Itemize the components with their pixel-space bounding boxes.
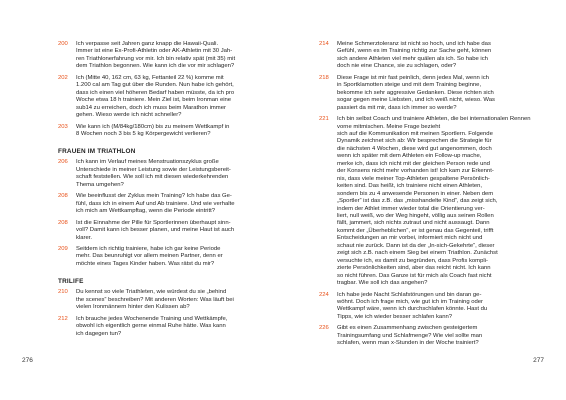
page-reference: 210 xyxy=(58,289,68,296)
page-reference: 208 xyxy=(58,193,68,200)
page-reference: 221 xyxy=(319,116,329,123)
page-reference: 214 xyxy=(319,41,329,47)
list-item xyxy=(58,220,273,242)
question-text: Seitdem ich richtig trainiere, habe ich gar keine Periode mehr. Das beunruhigt vor allem meinen Partner, denn er möchte eines Tages Kinder haben. Was rätst du mir? xyxy=(76,245,223,267)
question-text: Diese Frage ist mir fast peinlich, denn jedes Mal, wenn ich in Sportklamotten steige und mit dem Training beginne, bekomme ich sehr aggressive Gedanken. Diese richten sich sogar gegen meine Liebsten, und ich weiß nicht, wieso. Was passiert da mit mir, dass ich immer so werde? xyxy=(337,74,495,111)
list-item xyxy=(319,75,533,112)
page-number: 276 xyxy=(22,357,33,364)
list-item xyxy=(319,292,533,322)
left-column xyxy=(58,41,273,338)
page-reference: 218 xyxy=(319,74,329,81)
page-reference: 206 xyxy=(58,159,68,166)
list-item xyxy=(319,41,533,71)
right-page xyxy=(283,0,566,400)
list-item xyxy=(58,246,273,268)
list-item xyxy=(58,193,273,215)
question-text: Du kennst so viele Triathleten, wie würdest du sie „behind the scenes“ beschreiben? Mit anderen Worten: Was läuft bei vielen Ironmännern hinter den Kulissen ab? xyxy=(76,289,234,311)
list-item xyxy=(58,159,273,189)
question-text: Wie beeinflusst der Zyklus mein Training? Ich habe das Ge- fühl, dass ich in einem Auf und Ab trainiere. Und wie verhalte ich mich am Wettkampftag, wenn die Periode eintritt? xyxy=(76,193,235,215)
question-text: Ich habe jede Nacht Schlafstörungen und bin daran ge- wöhnt. Doch ich frage mich, wie gut ich im Training oder Wettkampf wäre, wenn ich durchschlafen könnte. Hast du Tipps, wie ich wieder besser schlafen kann? xyxy=(337,291,488,320)
page-reference: 212 xyxy=(58,315,68,322)
page-reference: 226 xyxy=(319,325,329,332)
question-text: Ich kann im Verlauf meines Menstruationszyklus große Unterschiede in meiner Leistung sowie der Leistungsbereit- schaft feststellen. Wie soll ich mit diesen wiederkehrenden Thema umgehen? xyxy=(76,159,231,188)
page-reference: 200 xyxy=(58,41,68,47)
list-item xyxy=(58,75,273,120)
section-heading-frauen: FRAUEN IM TRIATHLON xyxy=(58,148,136,156)
page-reference: 208 xyxy=(58,219,68,226)
list-item xyxy=(319,325,533,347)
list-item xyxy=(58,289,273,311)
page-reference: 224 xyxy=(319,291,329,298)
question-text: Ich brauche jedes Wochenende Training und Wettkämpfe, obwohl ich eigentlich gerne einmal Ruhe hätte. Was kann ich dagegen tun? xyxy=(76,315,228,337)
section-heading-trilife: TRILIFE xyxy=(58,278,84,286)
page-number: 277 xyxy=(533,357,544,364)
list-item xyxy=(58,41,273,71)
page-reference: 203 xyxy=(58,123,68,130)
question-text: Ich (Mitte 40, 162 cm, 63 kg, Fettanteil 22 %) komme mit 1.200 cal am Tag gut über die Runden. Nun habe ich gehört, dass ich einen viel höheren Bedarf haben müsste, da ich pro Woche etwa 18 h trainiere. Mein Ziel ist, beim Ironman eine sub14 zu erreichen, doch ich muss beim Marathon immer gehen. Wieso werde ich nicht schneller? xyxy=(76,74,235,119)
page-reference: 202 xyxy=(58,74,68,81)
question-text: Wie kann ich (M/84kg/180cm) bis zu meinem Wettkampf in 8 Wochen noch 3 bis 5 kg Körpergewicht verlieren? xyxy=(76,123,230,137)
list-item xyxy=(58,124,273,139)
question-text: Gibt es einen Zusammenhang zwischen gesteigertem Trainingsumfang und Schlafmenge? Wie viel sollte man schlafen, wenn man x-Stunden in der Woche trainiert? xyxy=(337,325,483,347)
question-text: Ich verpasse seit Jahren ganz knapp die Hawaii-Quali. Immer ist eine Ex-Profi-Athletin oder AK-Athletin mit 30 Jah- ren Triathlonerfahrung vor mir. Ich bin relativ spät (mit 35) mit dem Triathlon begonnen. Wie kann ich die vor mir schlagen? xyxy=(76,41,236,70)
right-column xyxy=(319,41,533,348)
question-text: Ich bin selbst Coach und trainiere Athleten, die bei internationalen Rennen vorne mitmischen. Meine Frage bezieht sich auf die Kommunikation mit meinen Sportlern. Folgende Dynamik zeichnet sich ab: Wir besprechen die Strategie für die nächsten 4 Wochen, diese wird gut angenommen, doch wenn ich später mit dem Athleten ein Follow-up mache, merke ich, dass ich nicht mit der gleichen Person rede und der Konsens nicht mehr vorhanden ist! Ich kam zur Erkennt- nis, dass viele meiner Top-Athleten gespaltene Persönlich- keiten sind. Das heißt, ich trainiere nicht einen Athleten, sondern bis zu 4 anwesende Personen in einer. Neben dem „Sportler“ ist das z.B. das „misshandelte Kind“, das zeigt sich, indem der Athlet immer wieder total die Orientierung ver- liert, null weiß, wo der Weg hingeht, völlig aus seinen Rollen fällt, jammert, sich nichts zutraut und nicht aussaugt. Dann kommt der „Überheblichen“, er ist genau das Gegenteil, trifft Entscheidungen an mir vorbei, informiert mich nicht und schaut nie zurück. Dann ist da der „In-sich-Gekehrte“, dieser zeigt sich z.B. nach einem Sieg bei einem Triathlon. Zunächst versuchte ich, es damit zu begründen, dass Profis kompli- zierte Persönlichkeiten sind, aber das reicht nicht. Ich kann so nicht führen. Das Ganze ist für mich als Coach fast nicht tragbar. Wie soll ich das angehen? xyxy=(337,116,531,287)
question-text: Ist die Einnahme der Pille für Sportlerinnen überhaupt sinn- voll? Damit kann ich besser planen, und meine Haut ist auch klarer. xyxy=(76,219,235,241)
list-item xyxy=(319,116,533,287)
question-text: Meine Schmerztoleranz ist nicht so hoch, und ich habe das Gefühl, wenn es im Training richtig zur Sache geht, können sich andere Athleten viel mehr quälen als ich. So habe ich doch nie eine Chance, sie zu schlagen, oder? xyxy=(337,41,492,70)
page-reference: 209 xyxy=(58,245,68,252)
list-item xyxy=(58,316,273,338)
